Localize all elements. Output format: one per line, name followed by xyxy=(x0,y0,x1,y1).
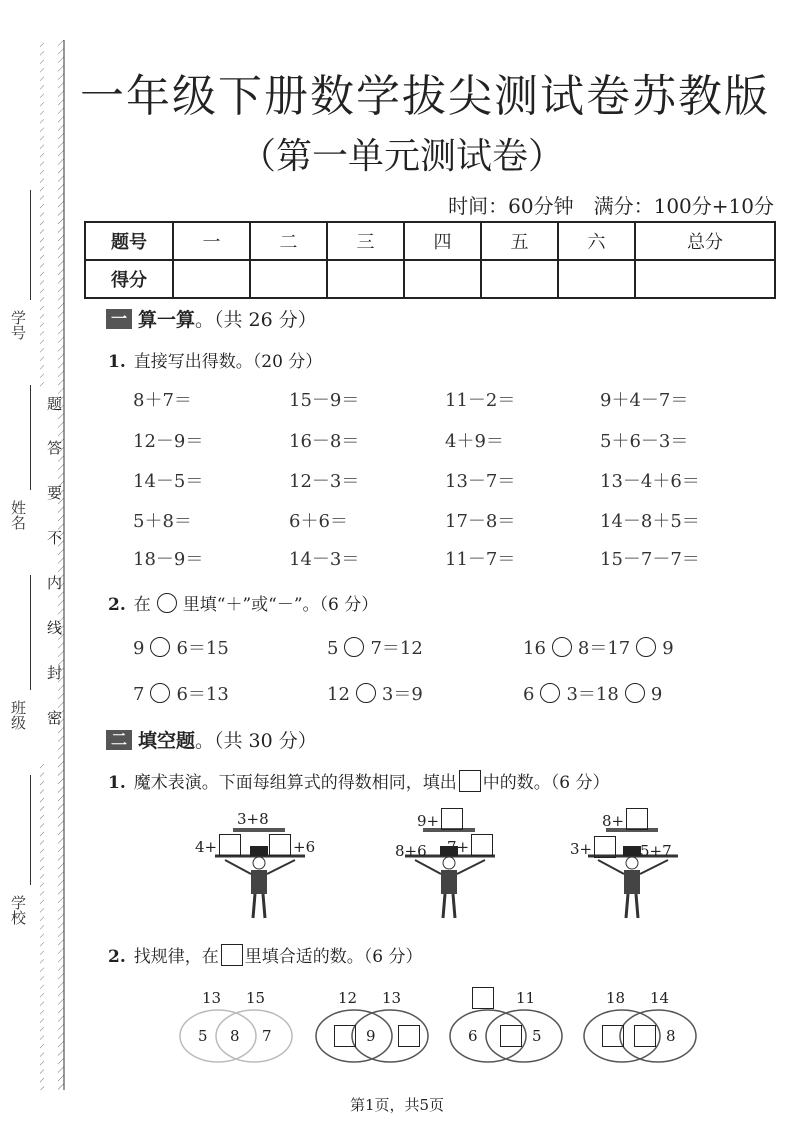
magic-expression xyxy=(570,836,618,858)
answer-box[interactable] xyxy=(472,987,494,1009)
answer-box[interactable] xyxy=(594,836,616,858)
score-row-label: 得分 xyxy=(85,260,173,298)
venn-circles-icon xyxy=(178,985,303,1065)
answer-box[interactable] xyxy=(441,808,463,830)
seal-char: 内 xyxy=(45,575,63,590)
venn-number: 5 xyxy=(532,1027,542,1045)
calc-problem: 12－9＝ xyxy=(133,431,204,452)
square-icon xyxy=(221,944,243,966)
answer-box[interactable] xyxy=(269,834,291,856)
calc-problem: 11－2＝ xyxy=(445,390,516,411)
venn-number: 8 xyxy=(230,1027,240,1045)
exam-meta: 时间：60分钟 满分：100分+10分 xyxy=(448,194,774,218)
magic-expression xyxy=(237,810,269,828)
expression-text: 3+ xyxy=(570,840,593,858)
operand: 6＝15 xyxy=(176,638,229,659)
magician-figure xyxy=(568,808,698,923)
score-input-cell[interactable] xyxy=(250,260,327,298)
venn-number: 7 xyxy=(262,1027,272,1045)
margin-underline xyxy=(30,385,31,490)
section-title: 算一算 xyxy=(138,309,196,331)
answer-box[interactable] xyxy=(500,1025,522,1047)
answer-circle[interactable] xyxy=(150,683,170,703)
operand: 8＝17 xyxy=(577,638,631,659)
venn-number: 9 xyxy=(366,1027,376,1045)
score-cell: 四 xyxy=(404,222,481,260)
score-cell: 二 xyxy=(250,222,327,260)
seal-char: 线 xyxy=(45,620,63,635)
calc-problem: 15－7－7＝ xyxy=(600,549,700,570)
magic-expression xyxy=(417,808,465,830)
answer-box[interactable] xyxy=(398,1025,420,1047)
calc-problem: 13－4＋6＝ xyxy=(600,471,700,492)
operand: 5 xyxy=(327,638,339,659)
sign-problem xyxy=(327,634,423,660)
venn-diagram xyxy=(448,985,573,1065)
venn-number: 11 xyxy=(516,989,536,1007)
question-2-2 xyxy=(108,942,422,967)
question-1-2 xyxy=(108,590,378,615)
answer-box[interactable] xyxy=(334,1025,356,1047)
venn-circles-icon xyxy=(314,985,439,1065)
expression-text: 8+6 xyxy=(395,842,427,860)
question-text-b: 里填合适的数。（6 分） xyxy=(244,947,423,967)
expression-text: 4+ xyxy=(195,838,218,856)
expression-text: 8+ xyxy=(602,812,625,830)
calc-problem: 5＋6－3＝ xyxy=(600,431,689,452)
magic-expression xyxy=(447,834,495,856)
page-subtitle: （第一单元测试卷） xyxy=(240,136,565,177)
venn-number: 13 xyxy=(382,989,402,1007)
section-2-heading xyxy=(106,726,317,753)
calc-problem: 9＋4－7＝ xyxy=(600,390,689,411)
sign-problem xyxy=(133,680,229,706)
venn-number: 18 xyxy=(606,989,626,1007)
magic-expression xyxy=(602,808,650,830)
answer-box[interactable] xyxy=(219,834,241,856)
binding-hatch xyxy=(38,40,68,1090)
calc-problem: 16－8＝ xyxy=(289,431,360,452)
answer-circle[interactable] xyxy=(356,683,376,703)
seal-char: 封 xyxy=(45,665,63,680)
square-icon xyxy=(459,770,481,792)
operand: 6 xyxy=(523,684,535,705)
score-cell: 五 xyxy=(481,222,558,260)
operand: 9 xyxy=(133,638,145,659)
operand: 3＝9 xyxy=(381,684,423,705)
score-input-cell[interactable] xyxy=(173,260,250,298)
calc-problem: 14－8＋5＝ xyxy=(600,511,700,532)
venn-number: 6 xyxy=(468,1027,478,1045)
score-input-cell[interactable] xyxy=(327,260,404,298)
venn-number: 13 xyxy=(202,989,222,1007)
question-number: 2. xyxy=(108,947,126,967)
score-table xyxy=(84,221,776,299)
answer-circle[interactable] xyxy=(150,637,170,657)
answer-circle[interactable] xyxy=(344,637,364,657)
question-text-b: 里填“＋”或“－”。（6 分） xyxy=(182,595,379,615)
operand: 7 xyxy=(133,684,145,705)
calc-problem: 4＋9＝ xyxy=(445,431,504,452)
operand: 9 xyxy=(650,684,663,705)
seal-char: 要 xyxy=(45,485,63,500)
question-text-a: 魔术表演。下面每组算式的得数相同，填出 xyxy=(133,773,457,793)
score-input-cell[interactable] xyxy=(558,260,635,298)
answer-circle[interactable] xyxy=(625,683,645,703)
margin-label-class: 班级 xyxy=(9,700,27,730)
score-table-score-row xyxy=(85,260,775,298)
section-points: 。（共 30 分） xyxy=(195,730,317,752)
question-number: 1. xyxy=(108,773,126,793)
operand: 9 xyxy=(662,638,674,659)
operand: 7＝12 xyxy=(370,638,423,659)
calc-problem: 14－5＝ xyxy=(133,471,204,492)
question-text-a: 在 xyxy=(133,595,151,615)
section-title: 填空题 xyxy=(138,730,196,752)
magician-figure xyxy=(195,808,325,923)
answer-circle[interactable] xyxy=(636,637,656,657)
answer-box[interactable] xyxy=(471,834,493,856)
margin-underline xyxy=(30,575,31,690)
question-text-a: 找规律，在 xyxy=(133,947,219,967)
seal-char: 题 xyxy=(45,396,63,411)
magician-figure xyxy=(385,808,515,923)
margin-underline xyxy=(30,775,31,885)
calc-problem: 17－8＝ xyxy=(445,511,516,532)
calc-problem: 15－9＝ xyxy=(289,390,360,411)
sign-problem xyxy=(327,680,423,706)
score-input-cell[interactable] xyxy=(481,260,558,298)
answer-circle[interactable] xyxy=(540,683,560,703)
section-1-heading xyxy=(106,305,317,332)
margin-label-school: 学校 xyxy=(9,895,27,925)
venn-diagram xyxy=(178,985,303,1065)
sign-problem xyxy=(523,680,662,706)
magic-expression xyxy=(395,842,427,860)
expression-text: 7+ xyxy=(447,838,470,856)
section-badge: 一 xyxy=(106,309,132,329)
seal-char: 不 xyxy=(45,530,63,545)
question-text: 直接写出得数。（20 分） xyxy=(133,352,323,372)
venn-number: 5 xyxy=(198,1027,208,1045)
margin-label-student-id: 学号 xyxy=(9,310,27,340)
section-points: 。（共 26 分） xyxy=(195,309,317,331)
question-1-1 xyxy=(108,347,322,372)
score-table-header-row xyxy=(85,222,775,260)
calc-problem: 5＋8＝ xyxy=(133,511,192,532)
calc-problem: 14－3＝ xyxy=(289,549,360,570)
venn-number: 12 xyxy=(338,989,358,1007)
magic-expression xyxy=(195,834,243,856)
magic-expression xyxy=(267,834,315,856)
answer-circle[interactable] xyxy=(552,637,572,657)
calc-problem: 12－3＝ xyxy=(289,471,360,492)
question-2-1 xyxy=(108,768,609,793)
expression-text: 9+ xyxy=(417,812,440,830)
expression-text: 3+8 xyxy=(237,810,269,828)
score-input-cell[interactable] xyxy=(404,260,481,298)
sign-problem xyxy=(133,634,229,660)
venn-number: 15 xyxy=(246,989,266,1007)
operand: 16 xyxy=(523,638,546,659)
seal-char: 密 xyxy=(45,710,63,725)
question-number: 2. xyxy=(108,595,126,615)
answer-box[interactable] xyxy=(602,1025,624,1047)
margin-label-name: 姓名 xyxy=(9,500,27,530)
calc-problem: 11－7＝ xyxy=(445,549,516,570)
operand: 6＝13 xyxy=(176,684,229,705)
answer-box[interactable] xyxy=(634,1025,656,1047)
page-footer: 第1页，共5页 xyxy=(349,1096,445,1114)
sign-problem xyxy=(523,634,674,660)
expression-text: 5+7 xyxy=(640,842,672,860)
question-number: 1. xyxy=(108,352,126,372)
expression-text: +6 xyxy=(293,838,316,856)
section-badge: 二 xyxy=(106,730,132,750)
venn-number: 14 xyxy=(650,989,670,1007)
venn-number: 8 xyxy=(666,1027,676,1045)
operand: 3＝18 xyxy=(566,684,619,705)
operand: 12 xyxy=(327,684,350,705)
venn-diagram xyxy=(314,985,439,1065)
score-input-cell[interactable] xyxy=(635,260,775,298)
answer-box[interactable] xyxy=(626,808,648,830)
page-title: 一年级下册数学拔尖测试卷苏教版 xyxy=(80,71,770,122)
score-cell: 题号 xyxy=(85,222,173,260)
seal-char: 答 xyxy=(45,440,63,455)
margin-underline xyxy=(30,190,31,300)
venn-diagram xyxy=(582,985,707,1065)
calc-problem: 13－7＝ xyxy=(445,471,516,492)
score-cell: 六 xyxy=(558,222,635,260)
calc-problem: 8＋7＝ xyxy=(133,390,192,411)
circle-icon xyxy=(157,593,177,613)
calc-problem: 18－9＝ xyxy=(133,549,204,570)
score-cell: 三 xyxy=(327,222,404,260)
score-cell: 总分 xyxy=(635,222,775,260)
magic-expression xyxy=(640,842,672,860)
score-cell: 一 xyxy=(173,222,250,260)
calc-problem: 6＋6＝ xyxy=(289,511,348,532)
question-text-b: 中的数。（6 分） xyxy=(482,773,610,793)
